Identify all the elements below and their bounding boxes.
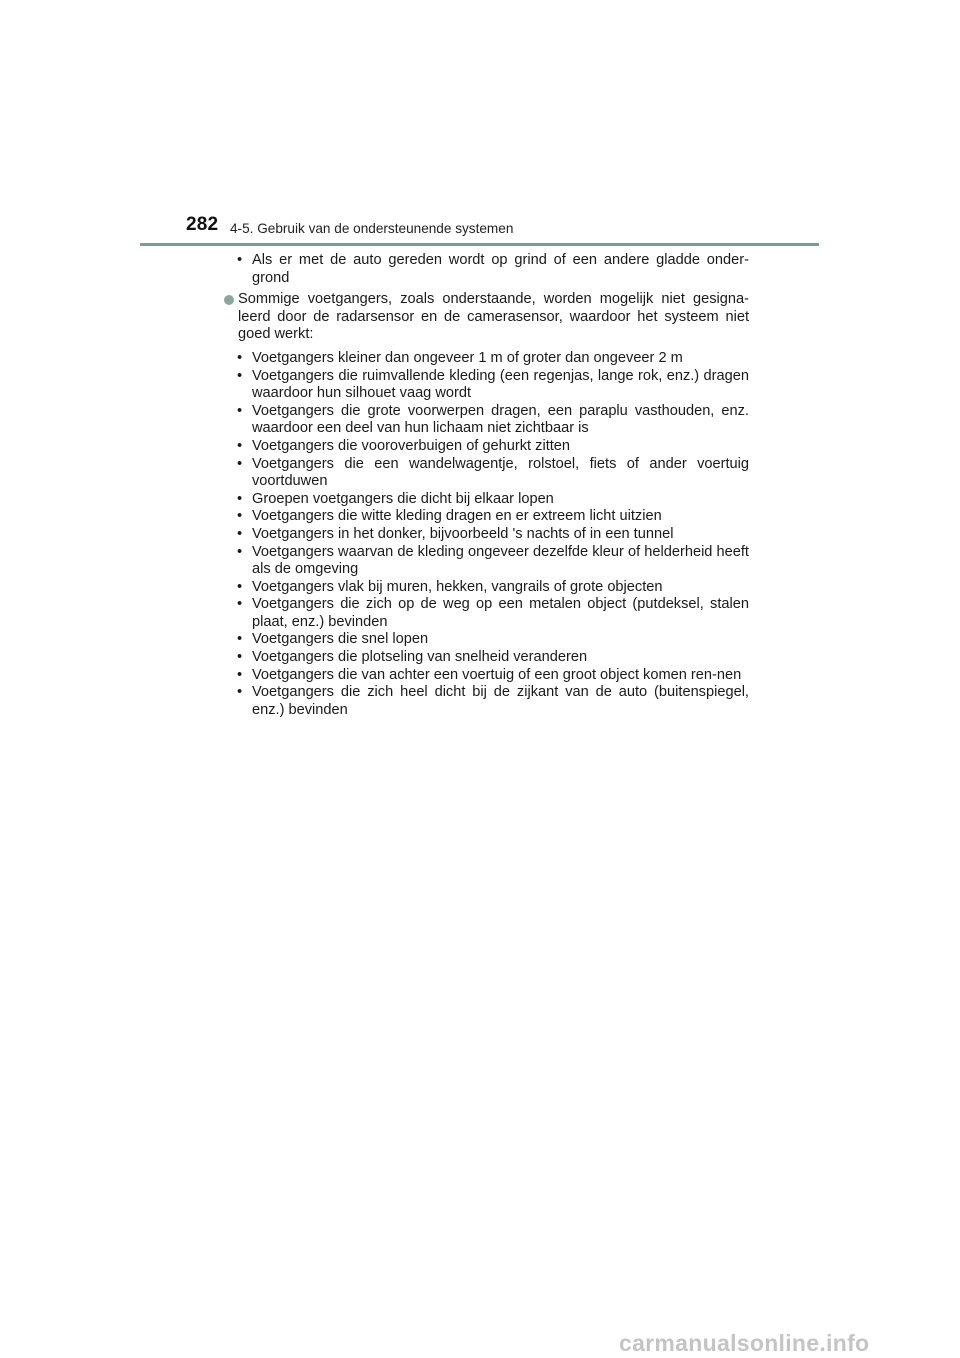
list-item bbox=[224, 596, 749, 631]
bullet-icon: • bbox=[237, 525, 243, 542]
bullet-icon: • bbox=[237, 578, 243, 595]
list-item-text: Als er met de auto gereden wordt op grind of een andere gladde onder-grond bbox=[252, 252, 749, 286]
bullet-icon: • bbox=[237, 490, 243, 507]
section-title: 4-5. Gebruik van de ondersteunende systemen bbox=[230, 221, 514, 236]
bullet-icon: • bbox=[237, 437, 243, 454]
list-item bbox=[224, 368, 749, 403]
list-item-text: Voetgangers vlak bij muren, hekken, vangrails of grote objecten bbox=[252, 578, 663, 595]
list-item-text: Voetgangers die vooroverbuigen of gehurkt zitten bbox=[252, 437, 571, 454]
list-item-intro bbox=[224, 252, 749, 287]
list-item bbox=[224, 579, 749, 597]
list-item bbox=[224, 403, 749, 438]
bullet-icon: • bbox=[237, 349, 243, 366]
list-item-text: Voetgangers in het donker, bijvoorbeeld 's nachts of in een tunnel bbox=[252, 525, 674, 542]
bullet-icon: • bbox=[237, 508, 243, 525]
list-item bbox=[224, 438, 749, 456]
bullet-icon: • bbox=[237, 252, 243, 268]
list-item-text: Voetgangers die een wandelwagentje, rolstoel, fiets of ander voertuig voortduwen bbox=[252, 455, 749, 490]
main-point-text: Sommige voetgangers, zoals onderstaande, worden mogelijk niet gesigna-leerd door de radarsensor en de camerasensor, waardoor het systeem niet goed werkt: bbox=[238, 291, 749, 343]
header-rule bbox=[140, 243, 819, 246]
list-item bbox=[224, 456, 749, 491]
circle-bullet-icon bbox=[224, 295, 234, 305]
list-item-text: Voetgangers die plotseling van snelheid veranderen bbox=[252, 649, 588, 666]
list-item bbox=[224, 526, 749, 544]
list-item bbox=[224, 544, 749, 579]
list-item bbox=[224, 649, 749, 667]
pedestrian-list bbox=[224, 350, 749, 719]
bullet-icon: • bbox=[237, 649, 243, 666]
bullet-icon: • bbox=[237, 402, 243, 419]
list-item-text: Voetgangers die grote voorwerpen dragen, een paraplu vasthouden, enz. waardoor een deel van hun lichaam niet zichtbaar is bbox=[252, 402, 749, 437]
bullet-icon: • bbox=[237, 684, 243, 701]
list-item bbox=[224, 508, 749, 526]
list-item-text: Groepen voetgangers die dicht bij elkaar lopen bbox=[252, 490, 554, 507]
list-item bbox=[224, 491, 749, 509]
bullet-icon: • bbox=[237, 596, 243, 613]
bullet-icon: • bbox=[237, 367, 243, 384]
list-item bbox=[224, 350, 749, 368]
list-item bbox=[224, 684, 749, 719]
content-body bbox=[224, 252, 749, 719]
list-item-text: Voetgangers die witte kleding dragen en er extreem licht uitzien bbox=[252, 508, 662, 525]
bullet-icon: • bbox=[237, 631, 243, 648]
list-item bbox=[224, 631, 749, 649]
list-item-text: Voetgangers die ruimvallende kleding (een regenjas, lange rok, enz.) dragen waardoor hun silhouet vaag wordt bbox=[252, 367, 749, 402]
main-point bbox=[224, 291, 749, 344]
bullet-icon: • bbox=[237, 543, 243, 560]
list-item bbox=[224, 667, 749, 685]
list-item-text: Voetgangers die zich op de weg op een metalen object (putdeksel, stalen plaat, enz.) bevinden bbox=[252, 596, 749, 630]
list-item-text: Voetgangers die snel lopen bbox=[252, 631, 429, 648]
list-item-text: Voetgangers die van achter een voertuig of een groot object komen ren-nen bbox=[252, 666, 742, 683]
list-item-text: Voetgangers kleiner dan ongeveer 1 m of groter dan ongeveer 2 m bbox=[252, 349, 683, 366]
list-item-text: Voetgangers die zich heel dicht bij de zijkant van de auto (buitenspiegel, enz.) bevinden bbox=[252, 684, 749, 718]
page-number: 282 bbox=[186, 214, 219, 235]
list-item-text: Voetgangers waarvan de kleding ongeveer dezelfde kleur of helderheid heeft als de omgeving bbox=[252, 543, 749, 578]
bullet-icon: • bbox=[237, 455, 243, 472]
bullet-icon: • bbox=[237, 666, 243, 683]
watermark: carmanualsonline.info bbox=[619, 1330, 870, 1356]
